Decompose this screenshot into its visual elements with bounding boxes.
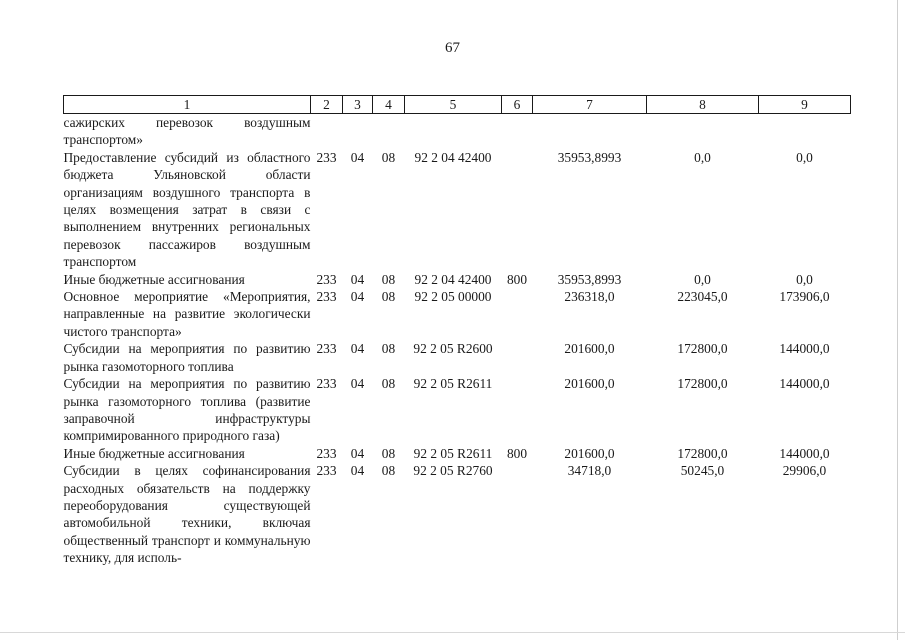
- row-code-admin: 233: [316, 376, 337, 392]
- row-amount-col8: [647, 114, 759, 149]
- column-header-2: 2: [311, 96, 343, 114]
- row-amount-col8: 172800,0: [677, 341, 728, 357]
- row-code-target: 92 2 04 42400: [414, 271, 492, 287]
- column-header-5: 5: [405, 96, 502, 114]
- row-code-admin: 233: [316, 289, 337, 305]
- row-amount-col9: 0,0: [796, 271, 813, 287]
- row-code-target: 92 2 05 R2600: [413, 341, 493, 357]
- row-amount-col9: 0,0: [796, 149, 813, 165]
- table-row: [64, 462, 851, 566]
- table-row: [64, 114, 851, 149]
- row-code-section: [343, 114, 373, 149]
- row-code-admin: [311, 114, 343, 149]
- column-header-8: 8: [647, 96, 759, 114]
- row-amount-col7: 35953,8993: [557, 271, 622, 287]
- row-code-admin: 233: [316, 271, 337, 287]
- row-description: Субсидии в целях софинансирования расходных обязательств на поддержку переоборудования существующей автомобильной техники, включая общественный транспорт и коммунальную технику, для исполь-: [63, 463, 311, 566]
- row-amount-col9: 29906,0: [782, 463, 827, 479]
- row-code-expense-type: [502, 340, 533, 375]
- table-row: [64, 445, 851, 462]
- row-code-subsection: 08: [381, 376, 396, 392]
- row-code-subsection: 08: [381, 445, 396, 461]
- row-code-section: 04: [350, 271, 365, 287]
- page-edge: [0, 632, 905, 633]
- row-amount-col7: 34718,0: [567, 463, 612, 479]
- row-amount-col9: 144000,0: [779, 341, 830, 357]
- row-code-expense-type: [502, 462, 533, 566]
- row-code-section: 04: [350, 463, 365, 479]
- row-code-admin: 233: [316, 341, 337, 357]
- column-header-3: 3: [343, 96, 373, 114]
- page-number: 67: [445, 40, 460, 56]
- row-code-expense-type: [502, 375, 533, 445]
- row-amount-col9: 144000,0: [779, 376, 830, 392]
- row-code-target: [405, 114, 502, 149]
- row-code-expense-type: [502, 149, 533, 271]
- table-row: [64, 149, 851, 271]
- column-header-1: 1: [64, 96, 311, 114]
- row-code-section: 04: [350, 445, 365, 461]
- row-description: сажирских перевозок воздушным транспортом»: [63, 115, 311, 148]
- header-row: [64, 96, 851, 114]
- row-code-subsection: 08: [381, 289, 396, 305]
- row-amount-col7: 201600,0: [564, 445, 615, 461]
- row-description: Иные бюджетные ассигнования: [63, 271, 245, 287]
- row-amount-col8: 0,0: [694, 271, 711, 287]
- row-code-expense-type: 800: [506, 271, 528, 287]
- row-amount-col8: 223045,0: [677, 289, 728, 305]
- row-code-subsection: 08: [381, 271, 396, 287]
- row-description: Субсидии на мероприятия по развитию рынка газомоторного топлива (развитие заправочной инфраструктуры компримированного природного газа): [63, 376, 311, 444]
- row-amount-col9: 173906,0: [779, 289, 830, 305]
- column-header-9: 9: [759, 96, 851, 114]
- column-header-4: 4: [373, 96, 405, 114]
- row-code-admin: 233: [316, 463, 337, 479]
- row-code-target: 92 2 05 R2611: [413, 376, 493, 392]
- row-amount-col7: 201600,0: [564, 341, 615, 357]
- row-amount-col8: 0,0: [694, 149, 711, 165]
- row-code-section: 04: [350, 289, 365, 305]
- row-code-target: 92 2 05 R2760: [413, 463, 493, 479]
- row-amount-col9: [759, 114, 851, 149]
- row-description: Предоставление субсидий из областного бюджета Ульяновской области организациям воздушного транспорта в целях возмещения затрат в связи с выполнением внутренних региональных перевозок пассажиров воздушным транспортом: [63, 149, 311, 270]
- row-code-section: 04: [350, 149, 365, 165]
- row-amount-col7: [533, 114, 647, 149]
- row-amount-col8: 172800,0: [677, 376, 728, 392]
- table-row: [64, 288, 851, 340]
- row-code-target: 92 2 05 00000: [414, 289, 492, 305]
- row-description: Иные бюджетные ассигнования: [63, 445, 245, 461]
- row-description: Основное мероприятие «Мероприятия, направленные на развитие экологически чистого транспорта»: [63, 289, 311, 339]
- table-row: [64, 271, 851, 288]
- row-code-expense-type: [502, 288, 533, 340]
- row-code-admin: 233: [316, 149, 337, 165]
- row-amount-col7: 35953,8993: [557, 149, 622, 165]
- column-header-7: 7: [533, 96, 647, 114]
- column-header-6: 6: [502, 96, 533, 114]
- row-code-subsection: 08: [381, 341, 396, 357]
- row-code-expense-type: 800: [506, 445, 528, 461]
- row-code-target: 92 2 05 R2611: [413, 445, 493, 461]
- table-row: [64, 340, 851, 375]
- row-code-section: 04: [350, 376, 365, 392]
- row-code-target: 92 2 04 42400: [414, 149, 492, 165]
- row-amount-col7: 201600,0: [564, 376, 615, 392]
- row-code-expense-type: [502, 114, 533, 149]
- row-amount-col9: 144000,0: [779, 445, 830, 461]
- budget-table: [63, 95, 851, 567]
- row-code-subsection: [373, 114, 405, 149]
- row-amount-col7: 236318,0: [564, 289, 615, 305]
- row-code-subsection: 08: [381, 463, 396, 479]
- row-description: Субсидии на мероприятия по развитию рынка газомоторного топлива: [63, 341, 311, 374]
- row-amount-col8: 50245,0: [680, 463, 725, 479]
- table-row: [64, 375, 851, 445]
- row-code-section: 04: [350, 341, 365, 357]
- page-edge: [897, 0, 898, 640]
- row-amount-col8: 172800,0: [677, 445, 728, 461]
- row-code-subsection: 08: [381, 149, 396, 165]
- row-code-admin: 233: [316, 445, 337, 461]
